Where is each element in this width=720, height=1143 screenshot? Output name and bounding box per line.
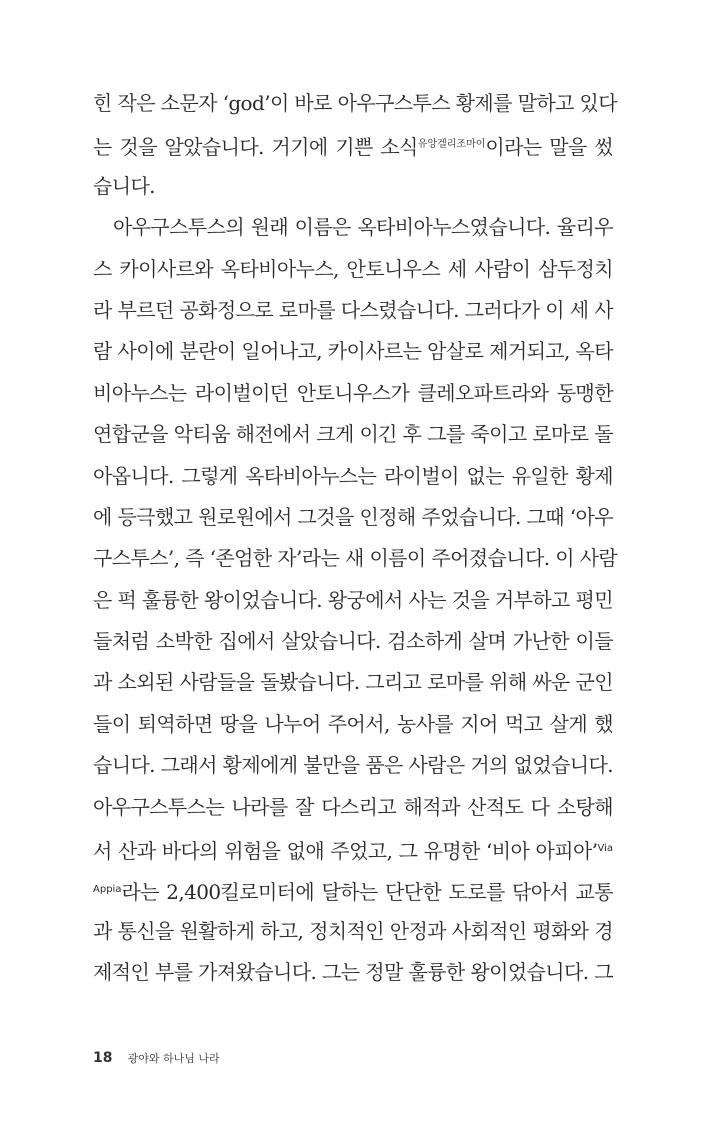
- text-line: [93, 952, 613, 993]
- text-run: 라는 2,400킬로미터에 달하는 단단한 도로를 닦아서 교통: [121, 880, 613, 905]
- text-line: [93, 497, 613, 538]
- text-run: 비아누스는 라이벌이던 안토니우스가 클레오파트라와 동맹한: [93, 380, 613, 405]
- text-run: 연합군을 악티움 해전에서 크게 이긴 후 그를 죽이고 로마로 돌: [93, 422, 613, 447]
- text-run: 구스투스’, 즉 ‘존엄한 자’라는 새 이름이 주어졌습니다. 이 사람: [93, 546, 618, 571]
- text-line: [93, 580, 613, 621]
- text-line: [93, 207, 613, 248]
- text-run: 람 사이에 분란이 일어나고, 카이사르는 암살로 제거되고, 옥타: [93, 339, 613, 364]
- text-run: 아우구스투스는 나라를 잘 다스리고 해적과 산적도 다 소탕해: [93, 794, 613, 819]
- text-run: 습니다.: [93, 173, 155, 198]
- text-line: [93, 414, 613, 455]
- text-line: [93, 166, 613, 207]
- text-line: [93, 538, 618, 579]
- superscript-gloss: 유앙겔리조마이: [417, 139, 486, 151]
- text-line: [93, 331, 613, 372]
- text-run: 는 것을 알았습니다. 거기에 기쁜 소식: [93, 135, 418, 160]
- text-run: 들이 퇴역하면 땅을 나누어 주어서, 농사를 지어 먹고 살게 했: [93, 711, 613, 736]
- text-line: [93, 869, 613, 910]
- text-run: 힌 작은 소문자 ‘god’이 바로 아우구스투스 황제를 말하고 있다: [93, 91, 617, 115]
- text-line: [93, 662, 613, 703]
- text-run: 과 통신을 원활하게 하고, 정치적인 안정과 사회적인 평화와 경: [93, 918, 613, 943]
- text-run: 라 부르던 공화정으로 로마를 다스렸습니다. 그러다가 이 세 사: [93, 297, 613, 322]
- text-run: 스 카이사르와 옥타비아누스, 안토니우스 세 사람이 삼두정치: [93, 256, 613, 281]
- text-run: 에 등극했고 원로원에서 그것을 인정해 주었습니다. 그때 ‘아우: [93, 504, 613, 529]
- text-run: 습니다. 그래서 황제에게 불만을 품은 사람은 거의 없었습니다.: [93, 753, 613, 778]
- text-line: [93, 828, 613, 869]
- page-footer: [93, 1047, 220, 1066]
- text-line: [93, 373, 613, 414]
- text-line: [93, 911, 613, 952]
- text-line: [93, 124, 613, 165]
- superscript-gloss: Appia: [93, 884, 122, 896]
- text-run: 이라는 말을 썼: [485, 135, 613, 160]
- running-title: 광야와 하나님 나라: [127, 1052, 220, 1065]
- text-run: 들처럼 소박한 집에서 살았습니다. 검소하게 살며 가난한 이들: [93, 629, 613, 654]
- text-run: 과 소외된 사람들을 돌봤습니다. 그리고 로마를 위해 싸운 군인: [93, 670, 613, 695]
- page-number: 18: [93, 1050, 113, 1066]
- text-line: [93, 83, 617, 124]
- text-run: 서 산과 바다의 위험을 없애 주었고, 그 유명한 ‘비아 아피아’: [93, 839, 598, 864]
- text-line: [93, 290, 613, 331]
- text-run: 아우구스투스의 원래 이름은 옥타비아누스였습니다. 율리우: [113, 215, 613, 240]
- superscript-gloss: Via: [597, 843, 613, 855]
- text-line: [93, 456, 613, 497]
- text-line: [93, 249, 613, 290]
- text-line: [93, 787, 613, 828]
- text-run: 아옵니다. 그렇게 옥타비아누스는 라이벌이 없는 유일한 황제: [93, 463, 613, 488]
- text-run: 제적인 부를 가져왔습니다. 그는 정말 훌륭한 왕이었습니다. 그: [93, 960, 613, 985]
- text-line: [93, 745, 613, 786]
- body-text: [93, 83, 618, 994]
- text-line: [93, 704, 613, 745]
- text-line: [93, 621, 613, 662]
- text-run: 은 퍽 훌륭한 왕이었습니다. 왕궁에서 사는 것을 거부하고 평민: [93, 587, 613, 612]
